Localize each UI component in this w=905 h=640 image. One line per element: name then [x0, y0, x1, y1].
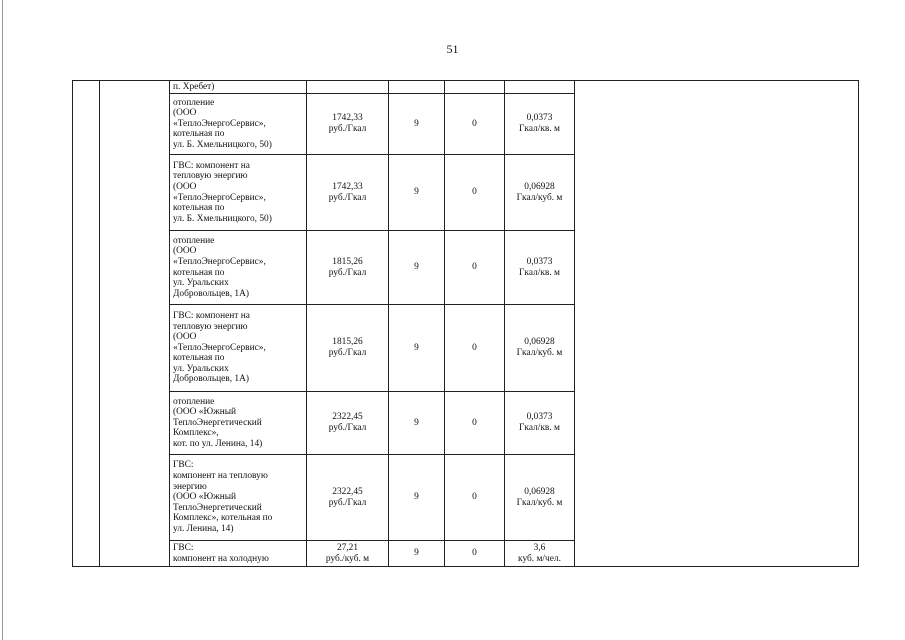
norm-cell [505, 231, 575, 305]
norm-unit: Гкал/куб. м [516, 497, 563, 508]
norm-value: 0,0373 [526, 113, 553, 124]
norm-cell [505, 541, 575, 567]
share-cell: 9 [389, 541, 445, 567]
territory-cell-empty [100, 81, 170, 567]
share-cell: 9 [389, 455, 445, 541]
service-cell [170, 455, 307, 541]
zero-cell: 0 [445, 231, 505, 305]
service-text: п. Хребет) [173, 81, 215, 92]
norm-cell [505, 94, 575, 155]
share-cell: 9 [389, 155, 445, 231]
tariff-unit: руб./Гкал [328, 124, 367, 134]
norm-cell [505, 81, 575, 94]
zero-cell: 0 [445, 541, 505, 567]
share-cell: 9 [389, 94, 445, 155]
tariff-table-body [73, 81, 859, 567]
norm-value: 0,06928 [524, 337, 555, 348]
table-row [73, 81, 859, 94]
zero-cell: 0 [445, 392, 505, 455]
tariff-unit: руб./куб. м [325, 553, 370, 564]
tariff-cell [307, 155, 389, 231]
tariff-cell [307, 305, 389, 392]
share-cell [389, 81, 445, 94]
page-number: 51 [446, 42, 459, 56]
norm-unit: Гкал/куб. м [516, 192, 563, 203]
service-text: ГВС: компонент на тепловую энергию (ООО «ТеплоЭнергоСервис», котельная по ул. Б. Хмельницкого, 50) [173, 160, 272, 224]
norm-value: 0,0373 [526, 412, 553, 423]
tariff-unit: руб./Гкал [328, 423, 367, 433]
norm-value: 3,6 [533, 542, 546, 553]
norm-cell [505, 155, 575, 231]
zero-cell: 0 [445, 155, 505, 231]
service-text: отопление (ООО «ТеплоЭнергоСервис», котельная по ул. Уральских Добровольцев, 1А) [173, 235, 266, 299]
tariff-value: 27,21 [336, 542, 359, 553]
tariff-cell [307, 94, 389, 155]
service-cell [170, 541, 307, 567]
tariff-value: 2322,45 [332, 412, 363, 423]
tariff-value: 1815,26 [332, 256, 363, 267]
norm-unit: Гкал/кв. м [519, 423, 560, 433]
service-text: ГВС: компонент на тепловую энергию (ООО «Южный ТеплоЭнергетический Комплекс», котельная по ул. Ленина, 14) [173, 460, 273, 534]
tariff-unit: руб./Гкал [328, 267, 367, 278]
right-cell-empty [575, 81, 859, 567]
service-text: отопление (ООО «Южный ТеплоЭнергетический Комплекс», кот. по ул. Ленина, 14) [173, 396, 263, 449]
service-text: ГВС: компонент на холодную [173, 542, 269, 564]
norm-value: 0,0373 [526, 256, 553, 267]
tariff-value: 2322,45 [332, 486, 363, 497]
tariff-cell [307, 455, 389, 541]
tariff-table [72, 80, 859, 567]
zero-cell: 0 [445, 305, 505, 392]
tariff-unit: руб./Гкал [328, 192, 367, 203]
norm-unit: Гкал/куб. м [516, 348, 563, 358]
service-cell [170, 81, 307, 94]
tariff-cell [307, 392, 389, 455]
tariff-value: 1815,26 [332, 337, 363, 348]
service-cell [170, 305, 307, 392]
share-cell: 9 [389, 231, 445, 305]
service-cell [170, 231, 307, 305]
service-text: отопление (ООО «ТеплоЭнергоСервис», котельная по ул. Б. Хмельницкого, 50) [173, 97, 272, 150]
tariff-cell [307, 231, 389, 305]
tariff-unit: руб./Гкал [328, 497, 367, 508]
norm-value: 0,06928 [524, 181, 555, 192]
norm-value: 0,06928 [524, 486, 555, 497]
service-text: ГВС: компонент на тепловую энергию (ООО «ТеплоЭнергоСервис», котельная по ул. Уральских Добровольцев, 1А) [173, 310, 266, 385]
service-cell [170, 155, 307, 231]
norm-cell [505, 305, 575, 392]
service-cell [170, 392, 307, 455]
tariff-cell [307, 541, 389, 567]
tariff-value: 1742,33 [332, 113, 363, 124]
service-cell [170, 94, 307, 155]
norm-cell [505, 455, 575, 541]
number-cell-empty [73, 81, 100, 567]
tariff-cell [307, 81, 389, 94]
norm-unit: Гкал/кв. м [519, 124, 560, 134]
tariff-value: 1742,33 [332, 181, 363, 192]
norm-cell [505, 392, 575, 455]
zero-cell: 0 [445, 94, 505, 155]
share-cell: 9 [389, 392, 445, 455]
page-left-edge-line [2, 0, 3, 640]
norm-unit: Гкал/кв. м [519, 267, 560, 278]
tariff-unit: руб./Гкал [328, 348, 367, 358]
zero-cell [445, 81, 505, 94]
share-cell: 9 [389, 305, 445, 392]
zero-cell: 0 [445, 455, 505, 541]
norm-unit: куб. м/чел. [518, 553, 561, 564]
